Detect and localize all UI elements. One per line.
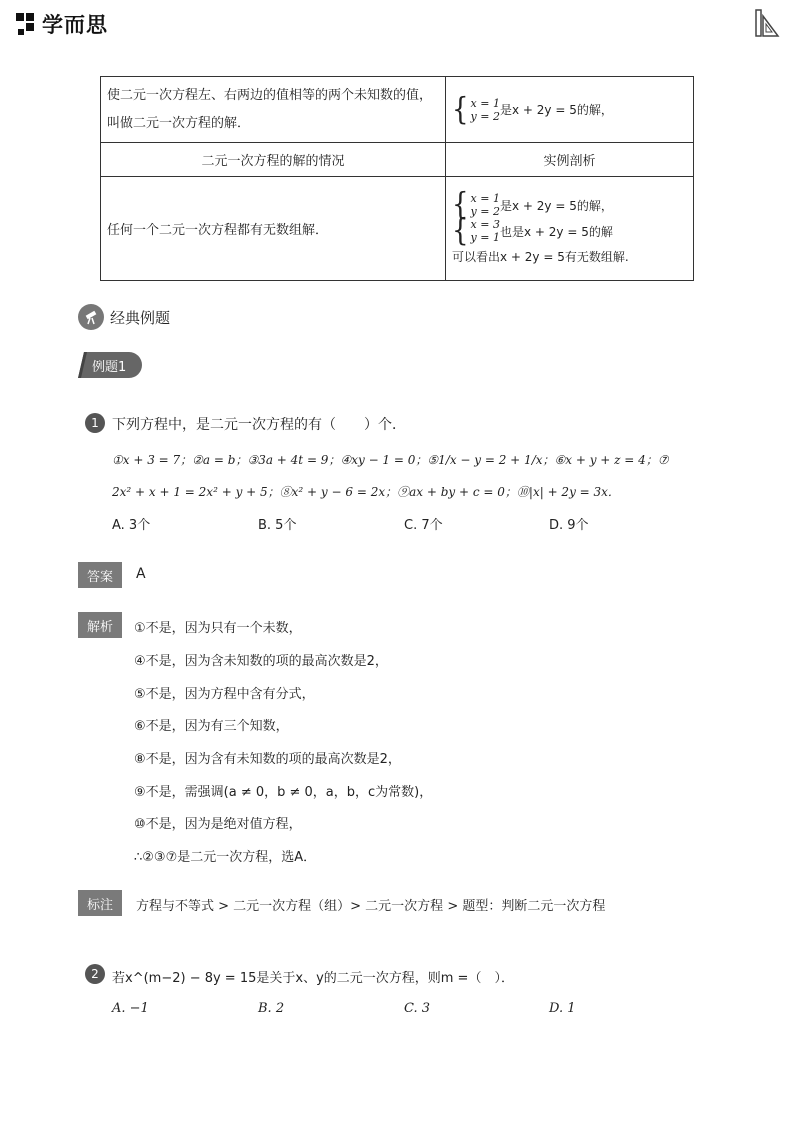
table-header-row [101, 143, 694, 177]
system-line: y = 2 [470, 109, 500, 123]
answer-value: A [136, 566, 146, 582]
brace-symbol: { [452, 187, 469, 223]
question-1-equations-line-2: 2x² + x + 1 = 2x² + y + 5；⑧x² + y − 6 = 2x；⑨ax + by + c = 0；⑩|x| + 2y = 3x． [112, 485, 620, 499]
system-caption: 是x + 2y = 5的解， [499, 198, 613, 213]
analysis-label: 解析 [78, 612, 122, 638]
analysis-line: ④不是，因为含未知数的项的最高次数是2， [134, 654, 388, 669]
option-b: B. 2 [258, 1001, 285, 1016]
option-c: C. 7个 [404, 518, 443, 533]
analysis-line: ⑨不是，需强调(a ≠ 0，b ≠ 0，a，b，c为常数)， [134, 785, 433, 800]
solution-table [100, 76, 694, 281]
knowledge-path: 方程与不等式 > 二元一次方程（组）> 二元一次方程 > 题型：判断二元一次方程 [136, 899, 606, 914]
example-tag [78, 352, 142, 378]
infinite-solutions-cell: 任何一个二元一次方程都有无数组解． [101, 177, 446, 281]
analysis-line: ⑥不是，因为有三个知数， [134, 719, 289, 734]
conclusion-text: 可以看出x + 2y = 5有无数组解. [452, 250, 629, 264]
question-2-text: 若x^(m−2) − 8y = 15是关于x、y的二元一次方程，则m =（ ）． [112, 971, 514, 986]
option-d: D. 1 [549, 1001, 576, 1016]
brace-symbol: { [452, 213, 469, 249]
system-line: x = 3 [470, 218, 500, 231]
option-a: A. 3个 [112, 518, 151, 533]
table-row [101, 77, 694, 143]
definition-example-cell [446, 77, 694, 143]
section-title: 经典例题 [110, 308, 171, 327]
brand-logo [14, 8, 108, 40]
ruler-triangle-icon [754, 8, 780, 38]
analysis-line: ①不是，因为只有一个未数， [134, 621, 302, 636]
answer-label: 答案 [78, 562, 122, 588]
analysis-line: ⑤不是，因为方程中含有分式， [134, 687, 315, 702]
option-a: A. −1 [112, 1001, 149, 1016]
question-1-text: 下列方程中，是二元一次方程的有（ ）个． [112, 417, 406, 433]
brand-mark-icon [14, 11, 38, 37]
question-1-equations-line-1: ①x + 3 = 7；②a = b；③3a + 4t = 9；④xy − 1 = 0；⑤1/x − y = 2 + 1/x；⑥x + y + z = 4；⑦ [112, 453, 669, 467]
definition-cell: 使二元一次方程左、右两边的值相等的两个未知数的值，叫做二元一次方程的解． [101, 77, 446, 143]
analysis-line: ⑧不是，因为含有未知数的项的最高次数是2， [134, 752, 401, 767]
question-number-badge: 2 [85, 964, 105, 984]
system-caption: 也是x + 2y = 5的解 [499, 224, 613, 239]
example-tag-label: 例题1 [92, 360, 127, 375]
system-caption: 是x + 2y = 5的解， [499, 103, 613, 117]
option-b: B. 5个 [258, 518, 297, 533]
telescope-icon [78, 304, 104, 330]
system-line: y = 2 [470, 205, 500, 218]
column-header-examples: 实例剖析 [446, 143, 694, 177]
option-c: C. 3 [404, 1001, 431, 1016]
brand-name: 学而思 [42, 13, 108, 37]
section-heading [78, 304, 170, 330]
system-line: x = 1 [470, 96, 500, 110]
column-header-cases: 二元一次方程的解的情况 [101, 143, 446, 177]
system-line: x = 1 [470, 192, 500, 205]
question-number-badge: 1 [85, 413, 105, 433]
brace-symbol: { [452, 91, 469, 128]
infinite-example-cell [446, 177, 694, 281]
analysis-line: ∴②③⑦是二元一次方程，选A． [134, 850, 317, 865]
note-label: 标注 [78, 890, 122, 916]
table-row [101, 177, 694, 281]
analysis-line: ⑩不是，因为是绝对值方程， [134, 817, 302, 832]
option-d: D. 9个 [549, 518, 589, 533]
system-line: y = 1 [470, 231, 500, 244]
